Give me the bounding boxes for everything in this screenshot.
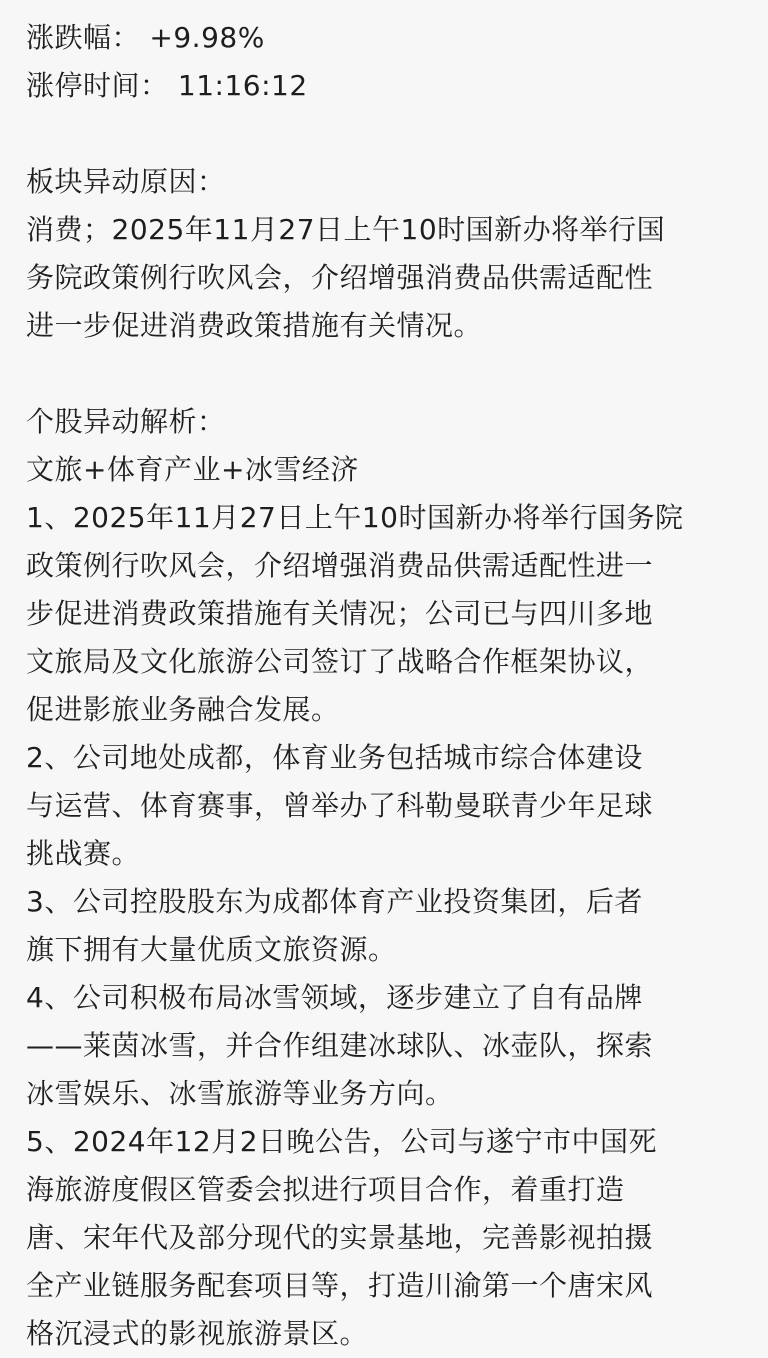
stock-text-line: 4、公司积极布局冰雪领域，逐步建立了自有品牌: [26, 981, 643, 1014]
stock-text-line: 政策例行吹风会，介绍增强消费品供需适配性进一: [26, 549, 654, 582]
limit-time-line: 涨停时间： 11:16:12: [26, 69, 308, 102]
stock-heading: 个股异动解析：: [26, 405, 226, 438]
stock-text-line: 2、公司地处成都，体育业务包括城市综合体建设: [26, 741, 643, 774]
change-line: 涨跌幅： +9.98%: [26, 21, 265, 54]
stock-text-line: 促进影旅业务融合发展。: [26, 693, 340, 726]
stock-text-line: 文旅局及文化旅游公司签订了战略合作框架协议，: [26, 645, 654, 678]
document-body: [26, 14, 748, 1358]
stock-text-line: 挑战赛。: [26, 837, 141, 870]
stock-theme: 文旅+体育产业+冰雪经济: [26, 453, 359, 486]
sector-text-line: 进一步促进消费政策措施有关情况。: [26, 309, 483, 342]
stock-text-line: 冰雪娱乐、冰雪旅游等业务方向。: [26, 1077, 454, 1110]
stock-text-line: 步促进消费政策措施有关情况；公司已与四川多地: [26, 597, 654, 630]
stock-text-line: ——莱茵冰雪，并合作组建冰球队、冰壶队，探索: [26, 1029, 654, 1062]
stock-text-line: 格沉浸式的影视旅游景区。: [26, 1317, 369, 1350]
stock-text-line: 1、2025年11月27日上午10时国新办将举行国务院: [26, 501, 684, 534]
sector-heading: 板块异动原因：: [26, 165, 226, 198]
stock-text-line: 与运营、体育赛事，曾举办了科勒曼联青少年足球: [26, 789, 654, 822]
stock-text-line: 旗下拥有大量优质文旅资源。: [26, 933, 397, 966]
stock-text-line: 3、公司控股股东为成都体育产业投资集团，后者: [26, 885, 643, 918]
stock-text-line: 5、2024年12月2日晚公告，公司与遂宁市中国死: [26, 1125, 658, 1158]
stock-text-line: 海旅游度假区管委会拟进行项目合作，着重打造: [26, 1173, 625, 1206]
blank-line: [26, 110, 748, 158]
blank-line: [26, 350, 748, 398]
stock-text-line: 唐、宋年代及部分现代的实景基地，完善影视拍摄: [26, 1221, 654, 1254]
sector-text-line: 务院政策例行吹风会，介绍增强消费品供需适配性: [26, 261, 654, 294]
sector-text-line: 消费；2025年11月27日上午10时国新办将举行国: [26, 213, 666, 246]
stock-text-line: 全产业链服务配套项目等，打造川渝第一个唐宋风: [26, 1269, 654, 1302]
